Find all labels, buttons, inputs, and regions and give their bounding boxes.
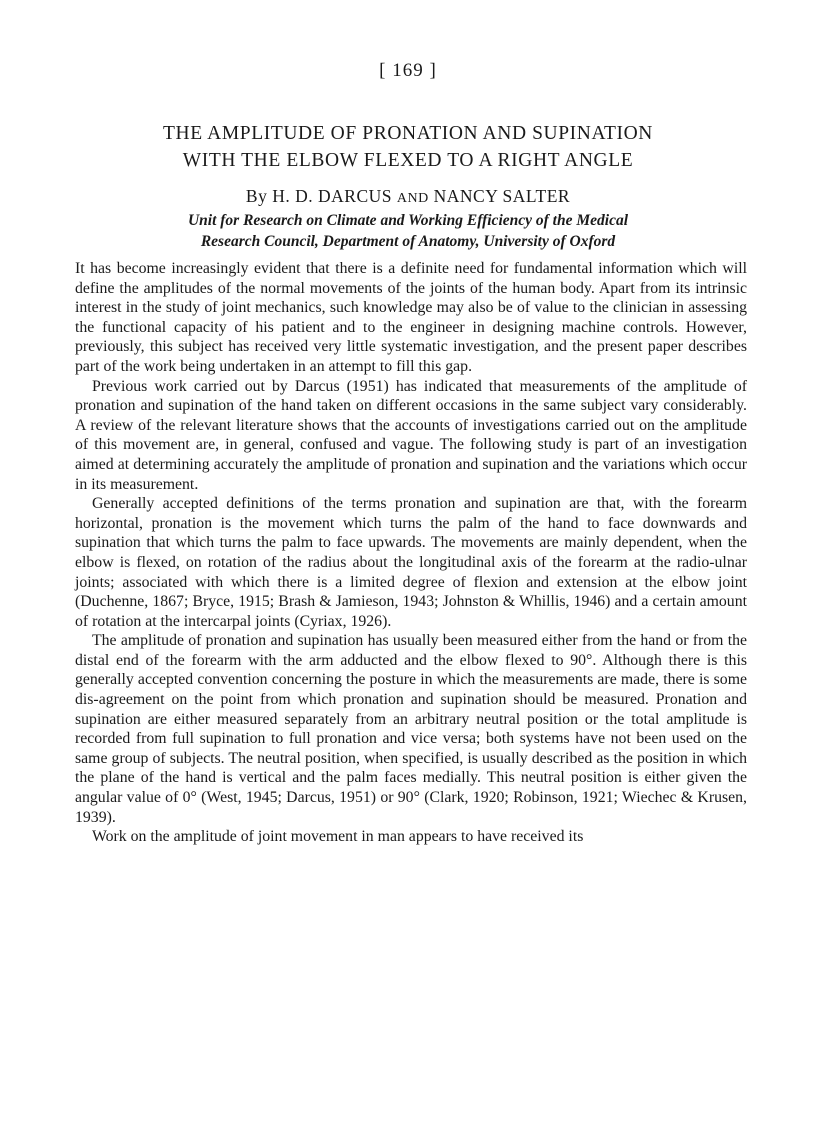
article-title-line-1: THE AMPLITUDE OF PRONATION AND SUPINATION: [163, 123, 653, 144]
paragraph-previous-work: Previous work carried out by Darcus (1951) has indicated that measurements of the amplitude of pronation and supination of the hand taken on different occasions in the same subject vary considerably. A review of the relevant literature shows that the accounts of investigations carried out on the amplitude of this movement are, in general, confused and vague. The following study is part of an investigation aimed at determining accurately the amplitude of pronation and supination and the variations which occur in its measurement.: [75, 377, 747, 493]
article-title-line-2: WITH THE ELBOW FLEXED TO A RIGHT ANGLE: [182, 150, 634, 171]
article-header: [60, 120, 756, 252]
paragraph-definitions: Generally accepted definitions of the terms pronation and supination are that, with the forearm horizontal, pronation is the movement which turns the palm of the hand to face downwards and supination that which turns the palm to face upwards. The movements are mainly dependent, when the elbow is flexed, on rotation of the radius about the longitudinal axis of the forearm at the radio-ulnar joints; associated with which there is a limited degree of flexion and extension at the elbow joint (Duchenne, 1867; Bryce, 1915; Brash & Jamieson, 1943; Johnston & Whillis, 1946) and a certain amount of rotation at the intercarpal joints (Cyriax, 1926).: [75, 495, 747, 630]
byline: [60, 185, 756, 210]
paragraph-history: Work on the amplitude of joint movement in man appears to have received its: [92, 828, 584, 846]
affiliation-line-2: Research Council, Department of Anatomy, University of Oxford: [200, 233, 616, 250]
byline-by: By: [245, 186, 268, 206]
article-body: [75, 259, 747, 847]
paragraph-measurement: The amplitude of pronation and supination has usually been measured either from the hand or from the distal end of the forearm with the arm adducted and the elbow flexed to 90°. Although there is this generally accepted convention concerning the posture in which the measurements are made, there is some dis-agreement on the point from which pronation and supination should be measured. Pronation and supination are either measured separately from an arbitrary neutral position or the total amplitude is recorded from full supination to full pronation and vice versa; both systems have not been used on the same group of subjects. The neutral position, when specified, is usually described as the position in which the plane of the hand is vertical and the palm faces medially. This neutral position is either given the angular value of 0° (West, 1945; Darcus, 1951) or 90° (Clark, 1920; Robinson, 1921; Wiechec & Krusen, 1939).: [75, 632, 747, 826]
affiliation-line-1: Unit for Research on Climate and Working Efficiency of the Medical: [187, 212, 629, 229]
author-darcus: H. D. DARCUS: [272, 186, 393, 206]
paragraph-intro: It has become increasingly evident that there is a definite need for fundamental information which will define the amplitudes of the normal movements of the joints of the human body. Apart from its intrinsic interest in the study of joint mechanics, such knowledge may also be of value to the clinician in assessing the functional capacity of his patient and to the engineer in designing machine controls. However, previously, this subject has received very little systematic investigation, and the present paper describes part of the work being undertaken in an attempt to fill this gap.: [75, 260, 747, 375]
page-number: [ 169 ]: [379, 60, 437, 81]
author-salter: NANCY SALTER: [433, 186, 571, 206]
byline-and: AND: [396, 191, 429, 206]
